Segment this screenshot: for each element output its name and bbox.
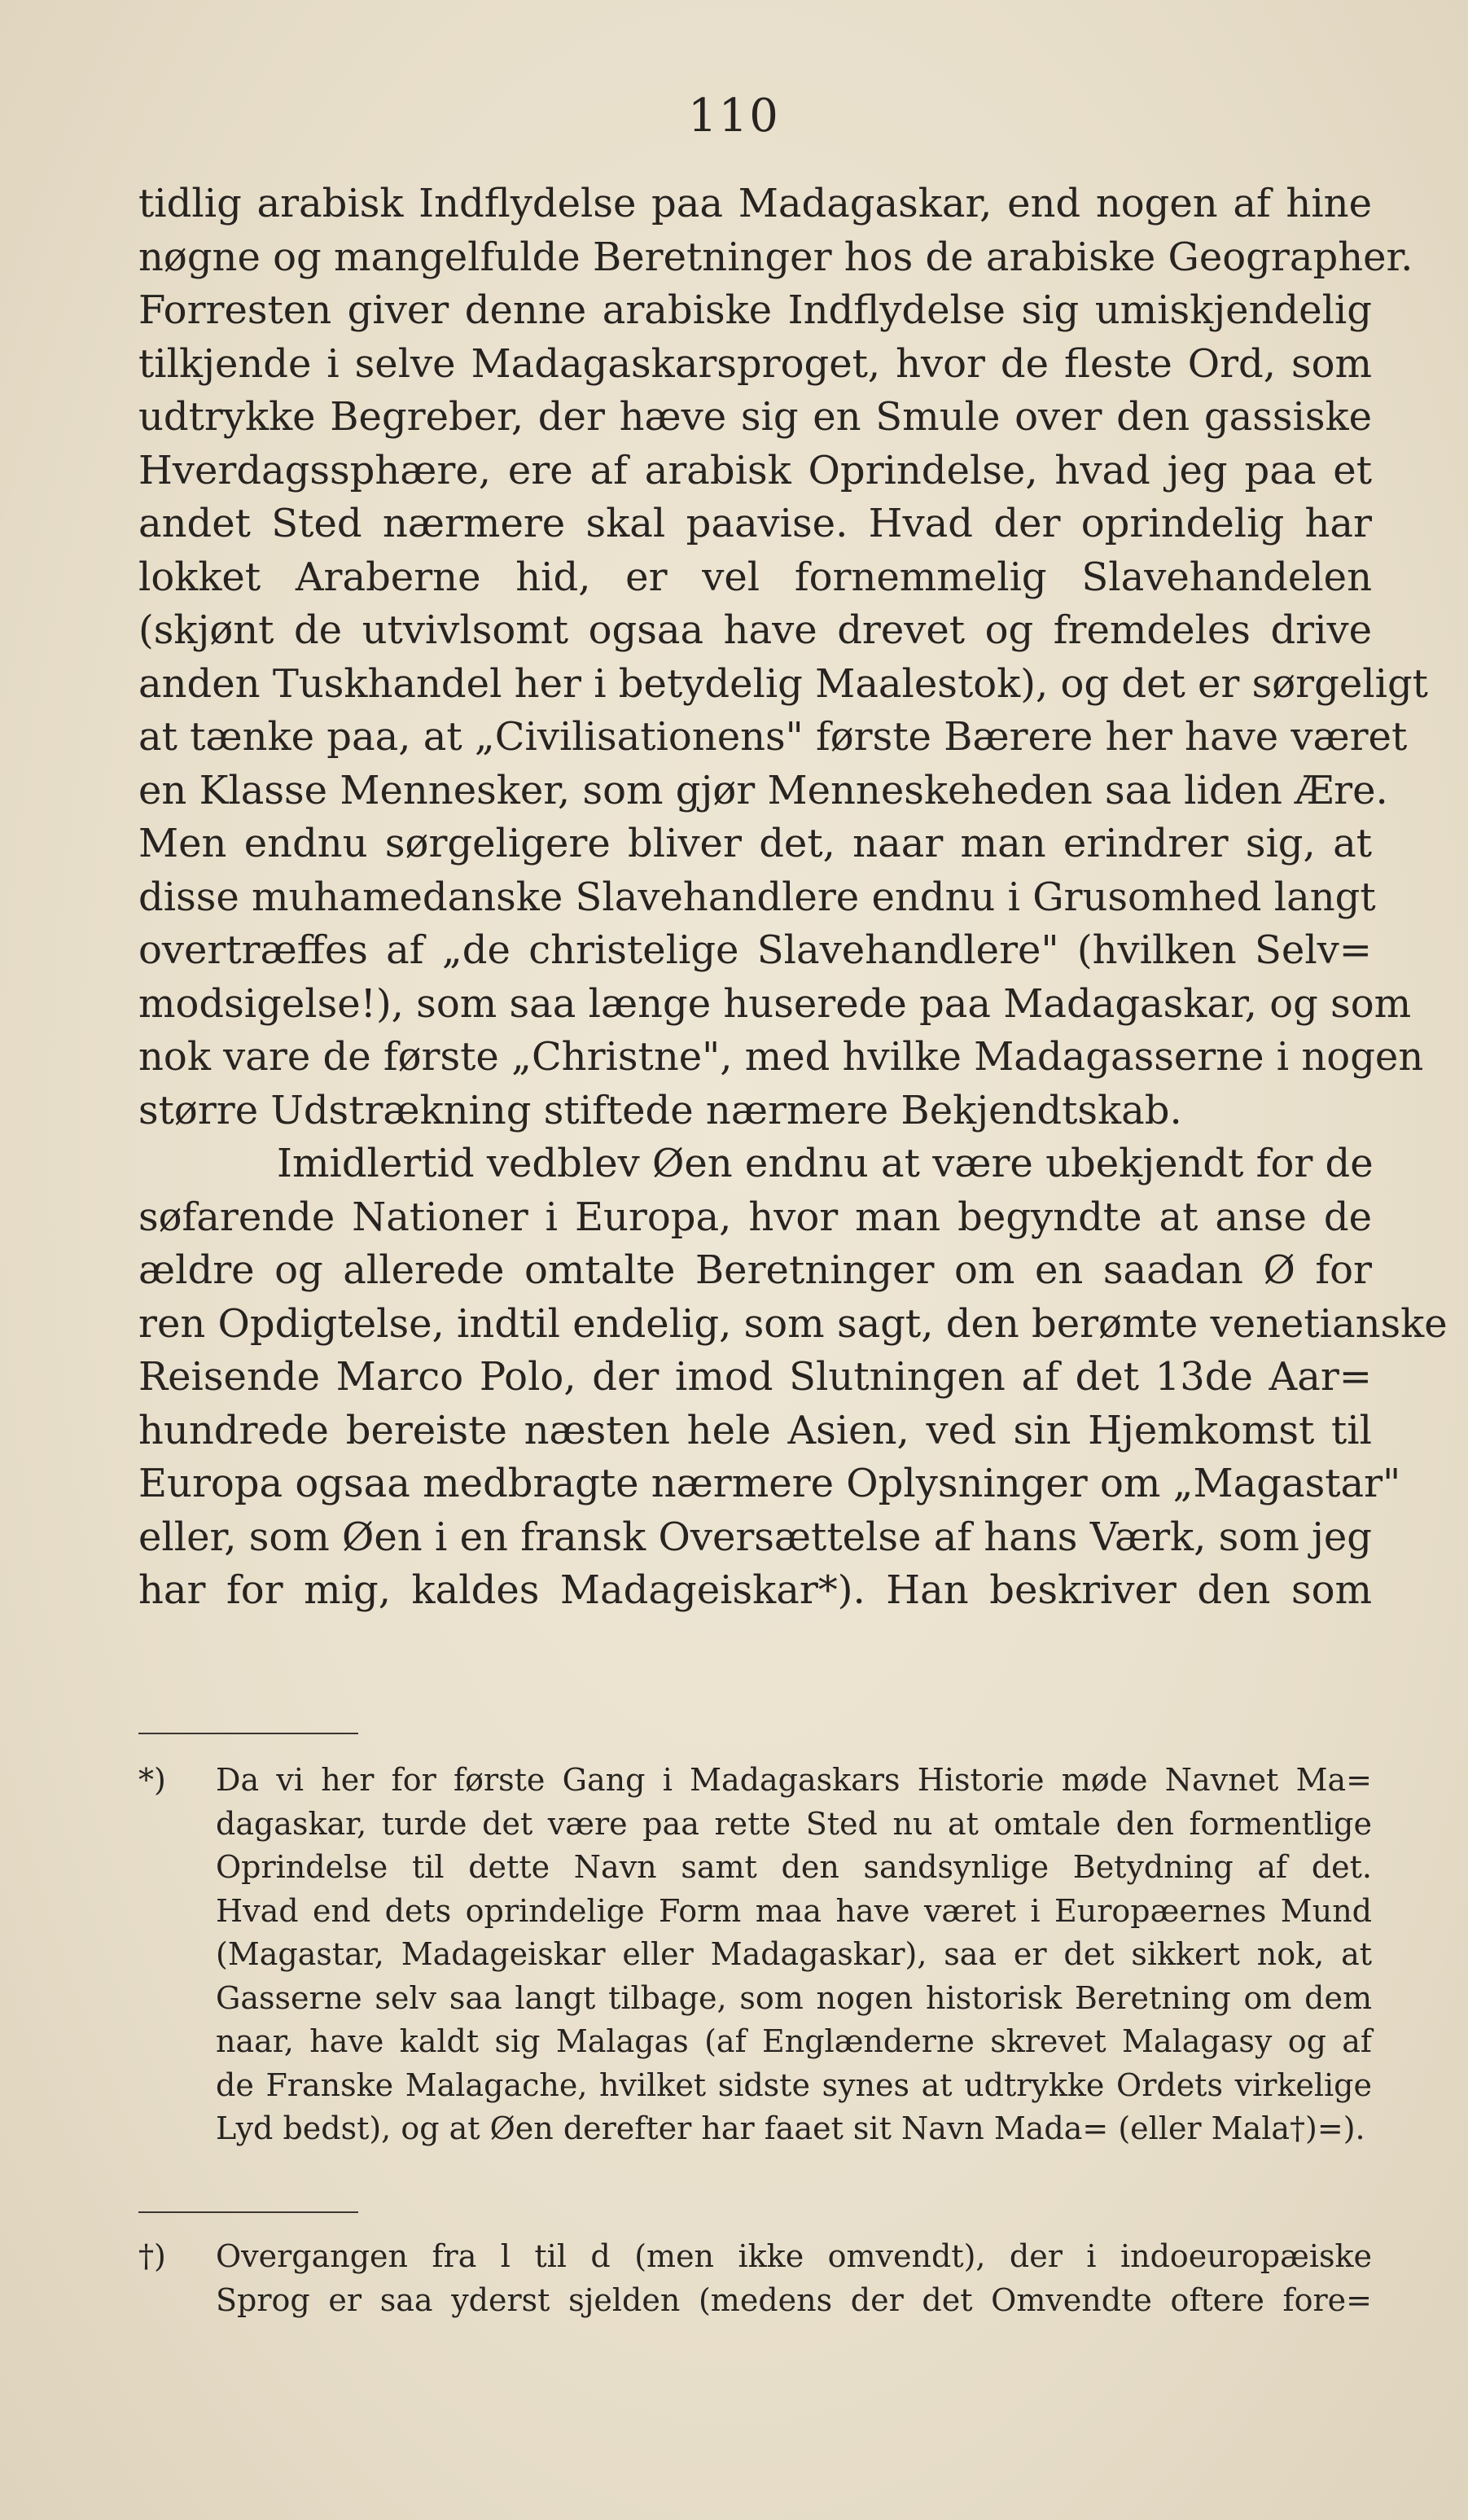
- text-line: udtrykke Begreber, der hæve sig en Smule over den gassiske: [138, 394, 1372, 440]
- footnote-line: Oprindelse til dette Navn samt den sandsynlige Betydning af det.: [216, 1849, 1372, 1885]
- footnote-divider: [138, 1733, 358, 1734]
- text-line: anden Tuskhandel her i betydelig Maalestok), og det er sørgeligt: [138, 660, 1428, 707]
- footnote-marker: †): [138, 2238, 166, 2274]
- footnote-line: (Magastar, Madageiskar eller Madagaskar), saa er det sikkert nok, at: [216, 1936, 1372, 1972]
- footnote-line: Da vi her for første Gang i Madagaskars Historie møde Navnet Ma=: [216, 1762, 1372, 1798]
- text-line: Men endnu sørgeligere bliver det, naar man erindrer sig, at: [138, 821, 1372, 866]
- text-line-paragraph-start: Imidlertid vedblev Øen endnu at være ubekjendt for de: [277, 1141, 1374, 1186]
- text-line: Forresten giver denne arabiske Indflydelse sig umiskjendelig: [138, 287, 1372, 333]
- text-line: ældre og allerede omtalte Beretninger om en saadan Ø for: [138, 1247, 1372, 1293]
- text-line: overtræffes af „de christelige Slavehandlere" (hvilken Selv=: [138, 927, 1372, 973]
- text-line: hundrede bereiste næsten hele Asien, ved sin Hjemkomst til: [138, 1407, 1372, 1453]
- text-line: modsigelse!), som saa længe huserede paa Madagaskar, og som: [138, 980, 1412, 1027]
- body-text: [138, 177, 1448, 1618]
- text-line: Hverdagssphære, ere af arabisk Oprindelse, hvad jeg paa et: [138, 447, 1372, 493]
- text-line: nøgne og mangelfulde Beretninger hos de arabiske Geographer.: [138, 234, 1413, 280]
- text-line: nok vare de første „Christne", med hvilke Madagasserne i nogen: [138, 1034, 1424, 1080]
- text-line: Europa ogsaa medbragte nærmere Oplysninger om „Magastar": [138, 1461, 1401, 1506]
- text-line: ren Opdigtelse, indtil endelig, som sagt, den berømte venetianske: [138, 1300, 1448, 1347]
- text-line: disse muhamedanske Slavehandlere endnu i Grusomhed langt: [138, 874, 1376, 920]
- text-line: søfarende Nationer i Europa, hvor man begyndte at anse de: [138, 1194, 1372, 1240]
- footnote-line: Sprog er saa yderst sjelden (medens der det Omvendte oftere fore=: [216, 2281, 1372, 2318]
- footnote-line: dagaskar, turde det være paa rette Sted nu at omtale den formentlige: [216, 1805, 1372, 1842]
- footnote-asterisk: [138, 1759, 1372, 2151]
- footnote-line: Hvad end dets oprindelige Form maa have været i Europæernes Mund: [216, 1892, 1372, 1929]
- text-line: Reisende Marco Polo, der imod Slutningen af det 13de Aar=: [138, 1354, 1372, 1400]
- footnote-line: Overgangen fra l til d (men ikke omvendt), der i indoeuropæiske: [216, 2238, 1372, 2274]
- text-line: tilkjende i selve Madagaskarsproget, hvor de fleste Ord, som: [138, 340, 1372, 387]
- footnote-marker: *): [138, 1762, 166, 1798]
- footnote-line: Lyd bedst), og at Øen derefter har faaet sit Navn Mada= (eller Mala†)=).: [216, 2110, 1365, 2146]
- text-line: (skjønt de utvivlsomt ogsaa have drevet og fremdeles drive: [138, 607, 1372, 653]
- footnote-line: naar, have kaldt sig Malagas (af Englænderne skrevet Malagasy og af: [216, 2023, 1372, 2059]
- page-number: 110: [688, 90, 780, 142]
- footnote-line: Gasserne selv saa langt tilbage, som nogen historisk Beretning om dem: [216, 1979, 1372, 2016]
- text-line: eller, som Øen i en fransk Oversættelse af hans Værk, som jeg: [138, 1514, 1372, 1560]
- footnote-divider: [138, 2211, 358, 2213]
- text-line: har for mig, kaldes Madageiskar*). Han beskriver den som: [138, 1567, 1372, 1613]
- text-line: at tænke paa, at „Civilisationens" første Bærere her have været: [138, 714, 1408, 760]
- footnote-line: de Franske Malagache, hvilket sidste synes at udtrykke Ordets virkelige: [216, 2066, 1372, 2103]
- text-line: andet Sted nærmere skal paavise. Hvad der oprindelig har: [138, 501, 1372, 546]
- footnote-dagger: [138, 2235, 1372, 2322]
- text-line: større Udstrækning stiftede nærmere Bekjendtskab.: [138, 1087, 1182, 1133]
- text-line: en Klasse Mennesker, som gjør Menneskeheden saa liden Ære.: [138, 767, 1388, 813]
- text-line: lokket Araberne hid, er vel fornemmelig Slavehandelen: [138, 554, 1372, 600]
- text-line: tidlig arabisk Indflydelse paa Madagaskar, end nogen af hine: [138, 181, 1372, 226]
